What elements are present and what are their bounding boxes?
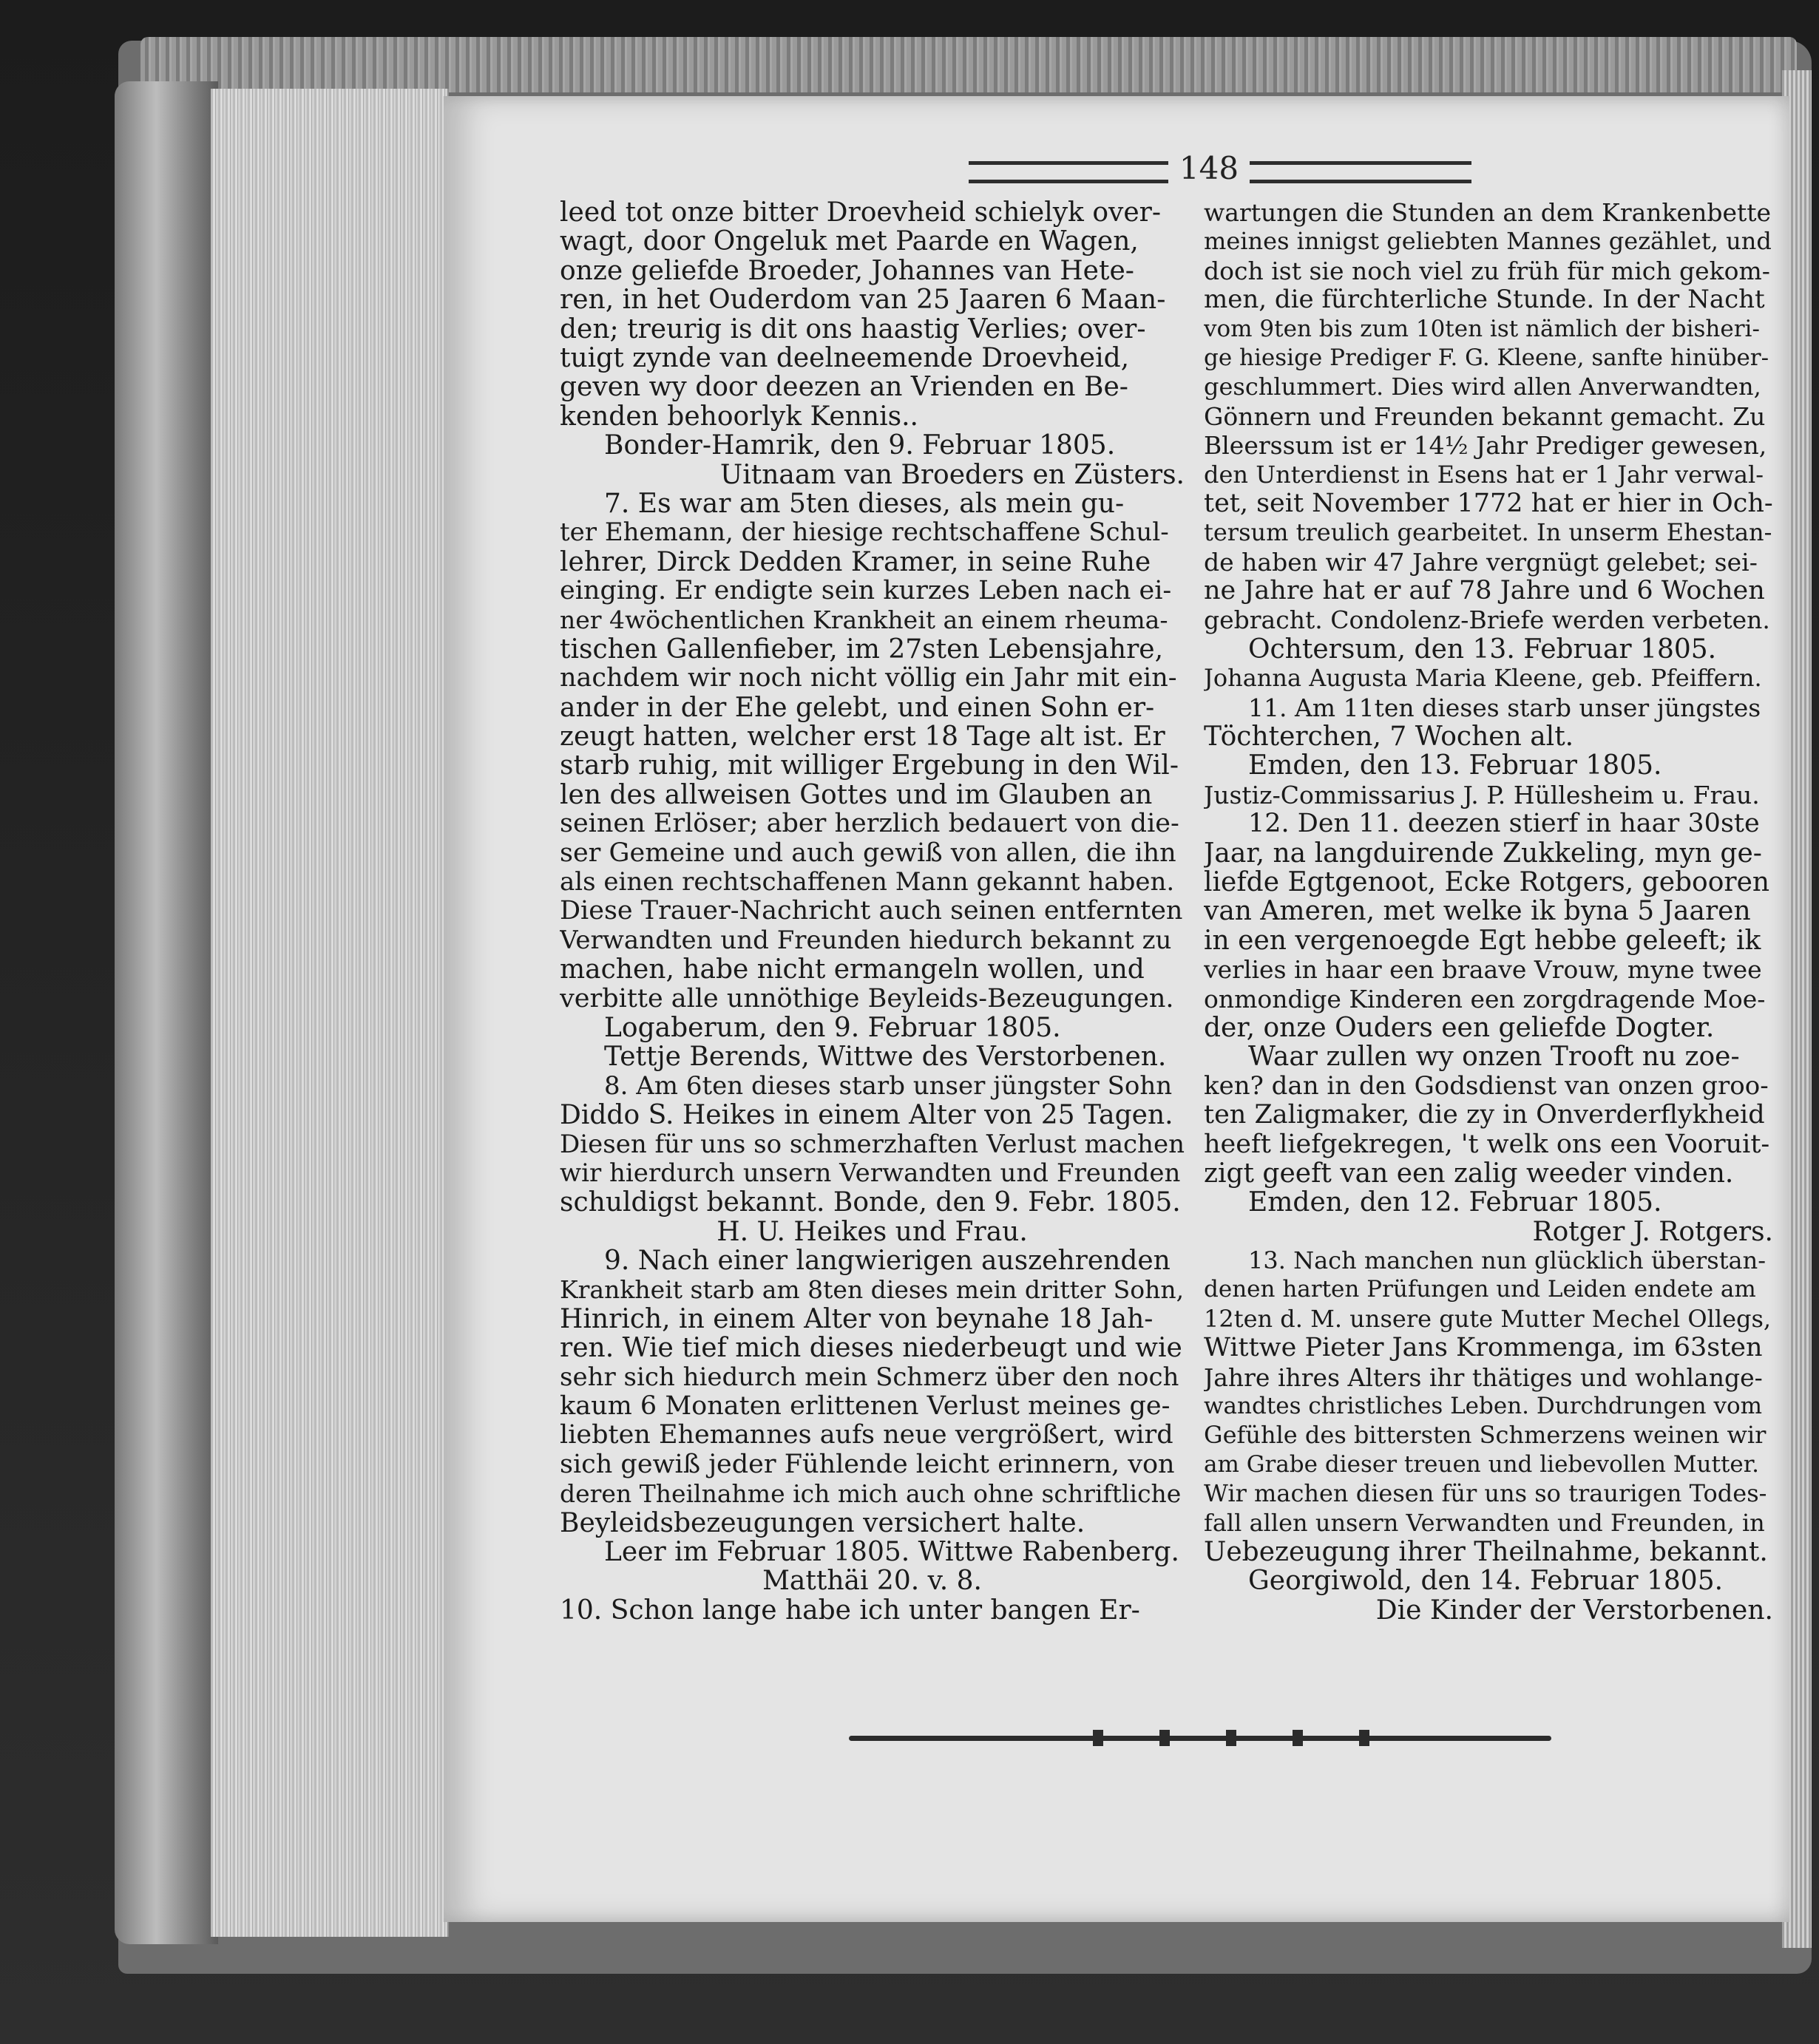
text-line: Jaar, na langduirende Zukkeling, myn ge- (1204, 838, 1762, 868)
text-line: zigt geeft van een zalig weeder vinden. (1204, 1158, 1734, 1189)
text-line: verbitte alle unnöthige Beyleids-Bezeugungen. (560, 984, 1174, 1013)
text-line: 8. Am 6ten dieses starb unser jüngster Sohn (604, 1071, 1173, 1101)
text-line: 12ten d. M. unsere gute Mutter Mechel Ollegs, (1204, 1304, 1772, 1333)
right-column (1204, 198, 1773, 1625)
page-stack-edge (211, 89, 449, 1937)
text-line: Diesen für uns so schmerzhaften Verlust machen (560, 1130, 1185, 1159)
text-line: 10. Schon lange habe ich unter bangen Er- (560, 1595, 1140, 1626)
left-column (560, 198, 1185, 1625)
text-line: lehrer, Dirck Dedden Kramer, in seine Ruhe (560, 547, 1151, 577)
text-line: gebracht. Condolenz-Briefe werden verbeten. (1204, 605, 1770, 635)
tail-rule-bar (849, 1736, 1551, 1741)
text-line: men, die fürchterliche Stunde. In der Nacht (1204, 285, 1765, 315)
text-line: am Grabe dieser treuen und liebevollen Mutter. (1204, 1450, 1760, 1478)
text-line: Logaberum, den 9. Februar 1805. (604, 1013, 1061, 1043)
text-line: den Unterdienst in Esens hat er 1 Jahr verwal- (1204, 460, 1764, 489)
text-line: ren. Wie tief mich dieses niederbeugt und wie (560, 1334, 1182, 1363)
text-line: machen, habe nicht ermangeln wollen, und (560, 955, 1145, 985)
text-line: Bonder-Hamrik, den 9. Februar 1805. (604, 431, 1116, 461)
text-line: Ochtersum, den 13. Februar 1805. (1248, 634, 1717, 665)
text-line: Gefühle des bittersten Schmerzens weinen wir (1204, 1421, 1767, 1450)
text-line: ken? dan in den Godsdienst van onzen groo- (1204, 1071, 1769, 1101)
text-line: Emden, den 12. Februar 1805. (1248, 1188, 1662, 1218)
text-line: seinen Erlöser; aber herzlich bedauert von die- (560, 809, 1179, 839)
text-line: geschlummert. Dies wird allen Anverwandten, (1204, 373, 1761, 401)
text-line: onze geliefde Broeder, Johannes van Hete- (560, 256, 1134, 286)
text-line: fall allen unsern Verwandten und Freunden, in (1204, 1508, 1765, 1537)
text-line: tischen Gallenfieber, im 27sten Lebensjahre, (560, 634, 1164, 665)
text-line: wartungen die Stunden an dem Krankenbette (1204, 198, 1772, 227)
text-line: Diddo S. Heikes in einem Alter von 25 Tagen. (560, 1101, 1173, 1130)
text-line: Beyleidsbezeugungen versichert halte. (560, 1508, 1085, 1538)
text-line: van Ameren, met welke ik byna 5 Jaaren (1204, 897, 1751, 926)
text-line: liebten Ehemannes aufs neue vergrößert, wird (560, 1421, 1173, 1450)
text-line: ser Gemeine und auch gewiß von allen, die ihn (560, 838, 1176, 868)
header-rule-right (1250, 161, 1471, 183)
text-line: Waar zullen wy onzen Trooft nu zoe- (1248, 1042, 1740, 1072)
text-line: verlies in haar een braave Vrouw, myne twee (1204, 955, 1762, 985)
text-line: ander in der Ehe gelebt, und einen Sohn er- (560, 693, 1155, 723)
text-line: nachdem wir noch nicht völlig ein Jahr mit ein- (560, 664, 1177, 693)
text-line: geven wy door deezen an Vrienden en Be- (560, 373, 1128, 402)
text-line: 9. Nach einer langwierigen auszehrenden (604, 1246, 1171, 1276)
text-line: onmondige Kinderen een zorgdragende Moe- (1204, 984, 1766, 1013)
text-line: in een vergenoegde Egt hebbe geleeft; ik (1204, 926, 1761, 956)
text-line: ner 4wöchentlichen Krankheit an einem rheuma- (560, 605, 1168, 635)
text-line: meines innigst geliebten Mannes gezählet, und (1204, 227, 1772, 256)
text-line: H. U. Heikes und Frau. (717, 1217, 1028, 1247)
text-line: tersum treulich gearbeitet. In unserm Ehestan- (1204, 518, 1772, 547)
text-line: sehr sich hiedurch mein Schmerz über den noch (560, 1362, 1179, 1392)
text-line: ten Zaligmaker, die zy in Onverderflykheid (1204, 1101, 1765, 1130)
tail-rule-notch (1359, 1730, 1369, 1746)
text-line: Wir machen diesen für uns so traurigen Todes- (1204, 1479, 1767, 1508)
text-line: zeugt hatten, welcher erst 18 Tage alt ist. Er (560, 722, 1165, 752)
text-line: tet, seit November 1772 hat er hier in Och- (1204, 489, 1773, 518)
text-line: 13. Nach manchen nun glücklich überstan- (1248, 1246, 1767, 1275)
text-line: Emden, den 13. Februar 1805. (1248, 751, 1662, 781)
text-line: Matthäi 20. v. 8. (762, 1566, 982, 1596)
tail-rule-notch (1293, 1730, 1303, 1746)
book-top-edge (140, 37, 1797, 92)
text-line: len des allweisen Gottes und im Glauben an (560, 780, 1153, 810)
text-line: Uebezeugung ihrer Theilnahme, bekannt. (1204, 1537, 1768, 1567)
tail-rule-notch (1093, 1730, 1103, 1746)
text-line: Georgiwold, den 14. Februar 1805. (1248, 1566, 1724, 1596)
text-line: ge hiesige Prediger F. G. Kleene, sanfte hinüber- (1204, 344, 1769, 371)
text-line: den; treurig is dit ons haastig Verlies; over- (560, 314, 1146, 344)
text-line: Rotger J. Rotgers. (1532, 1217, 1773, 1247)
text-line: vom 9ten bis zum 10ten ist nämlich der bisheri- (1204, 315, 1760, 342)
text-line: 11. Am 11ten dieses starb unser jüngstes (1248, 693, 1761, 722)
text-line: ne Jahre hat er auf 78 Jahre und 6 Wochen (1204, 577, 1765, 606)
text-line: einging. Er endigte sein kurzes Leben nach ei- (560, 577, 1172, 606)
tail-rule-notch (1159, 1730, 1170, 1746)
text-line: tuigt zynde van deelneemende Droevheid, (560, 343, 1130, 373)
text-line: sich gewiß jeder Fühlende leicht erinnern, von (560, 1450, 1175, 1479)
text-line: wandtes christliches Leben. Durchdrungen vom (1204, 1393, 1763, 1420)
text-line: wagt, door Ongeluk met Paarde en Wagen, (560, 227, 1139, 257)
text-line: starb ruhig, mit williger Ergebung in den Wil- (560, 751, 1179, 781)
text-line: kenden behoorlyk Kennis.. (560, 401, 918, 432)
text-line: Verwandten und Freunden hiedurch bekannt zu (560, 926, 1172, 955)
text-line: ren, in het Ouderdom van 25 Jaaren 6 Maan- (560, 285, 1166, 315)
text-line: Leer im Februar 1805. Wittwe Rabenberg. (604, 1537, 1179, 1567)
text-line: heeft liefgekregen, 't welk ons een Vooruit- (1204, 1130, 1770, 1159)
text-line: als einen rechtschaffenen Mann gekannt haben. (560, 867, 1175, 897)
text-line: de haben wir 47 Jahre vergnügt gelebet; sei- (1204, 547, 1758, 577)
text-line: Uitnaam van Broeders en Züsters. (719, 460, 1185, 489)
text-line: denen harten Prüfungen und Leiden endete am (1204, 1276, 1756, 1303)
text-line: Töchterchen, 7 Wochen alt. (1204, 722, 1574, 752)
text-line: Justiz-Commissarius J. P. Hüllesheim u. Frau. (1204, 780, 1760, 809)
text-line: schuldigst bekannt. Bonde, den 9. Febr. 1805. (560, 1188, 1181, 1218)
text-line: wir hierdurch unsern Verwandten und Freunden (560, 1158, 1181, 1188)
text-line: Bleerssum ist er 14½ Jahr Prediger gewesen, (1204, 431, 1767, 461)
page-number: 148 (1179, 150, 1239, 186)
text-line: leed tot onze bitter Droevheid schielyk over- (560, 198, 1162, 228)
text-line: 7. Es war am 5ten dieses, als mein gu- (604, 489, 1125, 519)
text-line: ter Ehemann, der hiesige rechtschaffene Schul- (560, 518, 1169, 548)
text-line: Johanna Augusta Maria Kleene, geb. Pfeiffern. (1204, 664, 1762, 693)
text-line: Die Kinder der Verstorbenen. (1375, 1595, 1773, 1626)
text-line: doch ist sie noch viel zu früh für mich gekom- (1204, 256, 1770, 285)
text-line: Krankheit starb am 8ten dieses mein dritter Sohn, (560, 1275, 1185, 1305)
text-line: 12. Den 11. deezen stierf in haar 30ste (1248, 809, 1760, 839)
book-spine-edge (115, 81, 218, 1944)
text-line: deren Theilnahme ich mich auch ohne schriftliche (560, 1479, 1182, 1509)
header-rule-left (969, 161, 1168, 183)
text-line: Tettje Berends, Wittwe des Verstorbenen. (604, 1042, 1167, 1072)
text-line: Gönnern und Freunden bekannt gemacht. Zu (1204, 401, 1766, 431)
text-line: Jahre ihres Alters ihr thätiges und wohlange- (1204, 1362, 1763, 1392)
text-line: liefde Egtgenoot, Ecke Rotgers, gebooren (1204, 867, 1770, 897)
text-line: Hinrich, in einem Alter von beynahe 18 Jah- (560, 1304, 1154, 1334)
text-line: kaum 6 Monaten erlittenen Verlust meines ge- (560, 1392, 1171, 1422)
page-header (969, 146, 1545, 191)
text-line: der, onze Ouders een geliefde Dogter. (1204, 1013, 1715, 1043)
text-line: Diese Trauer-Nachricht auch seinen entfernten (560, 897, 1183, 926)
tail-rule-notch (1226, 1730, 1236, 1746)
text-line: Wittwe Pieter Jans Krommenga, im 63sten (1204, 1334, 1763, 1363)
tail-ornament-rule (849, 1730, 1551, 1746)
